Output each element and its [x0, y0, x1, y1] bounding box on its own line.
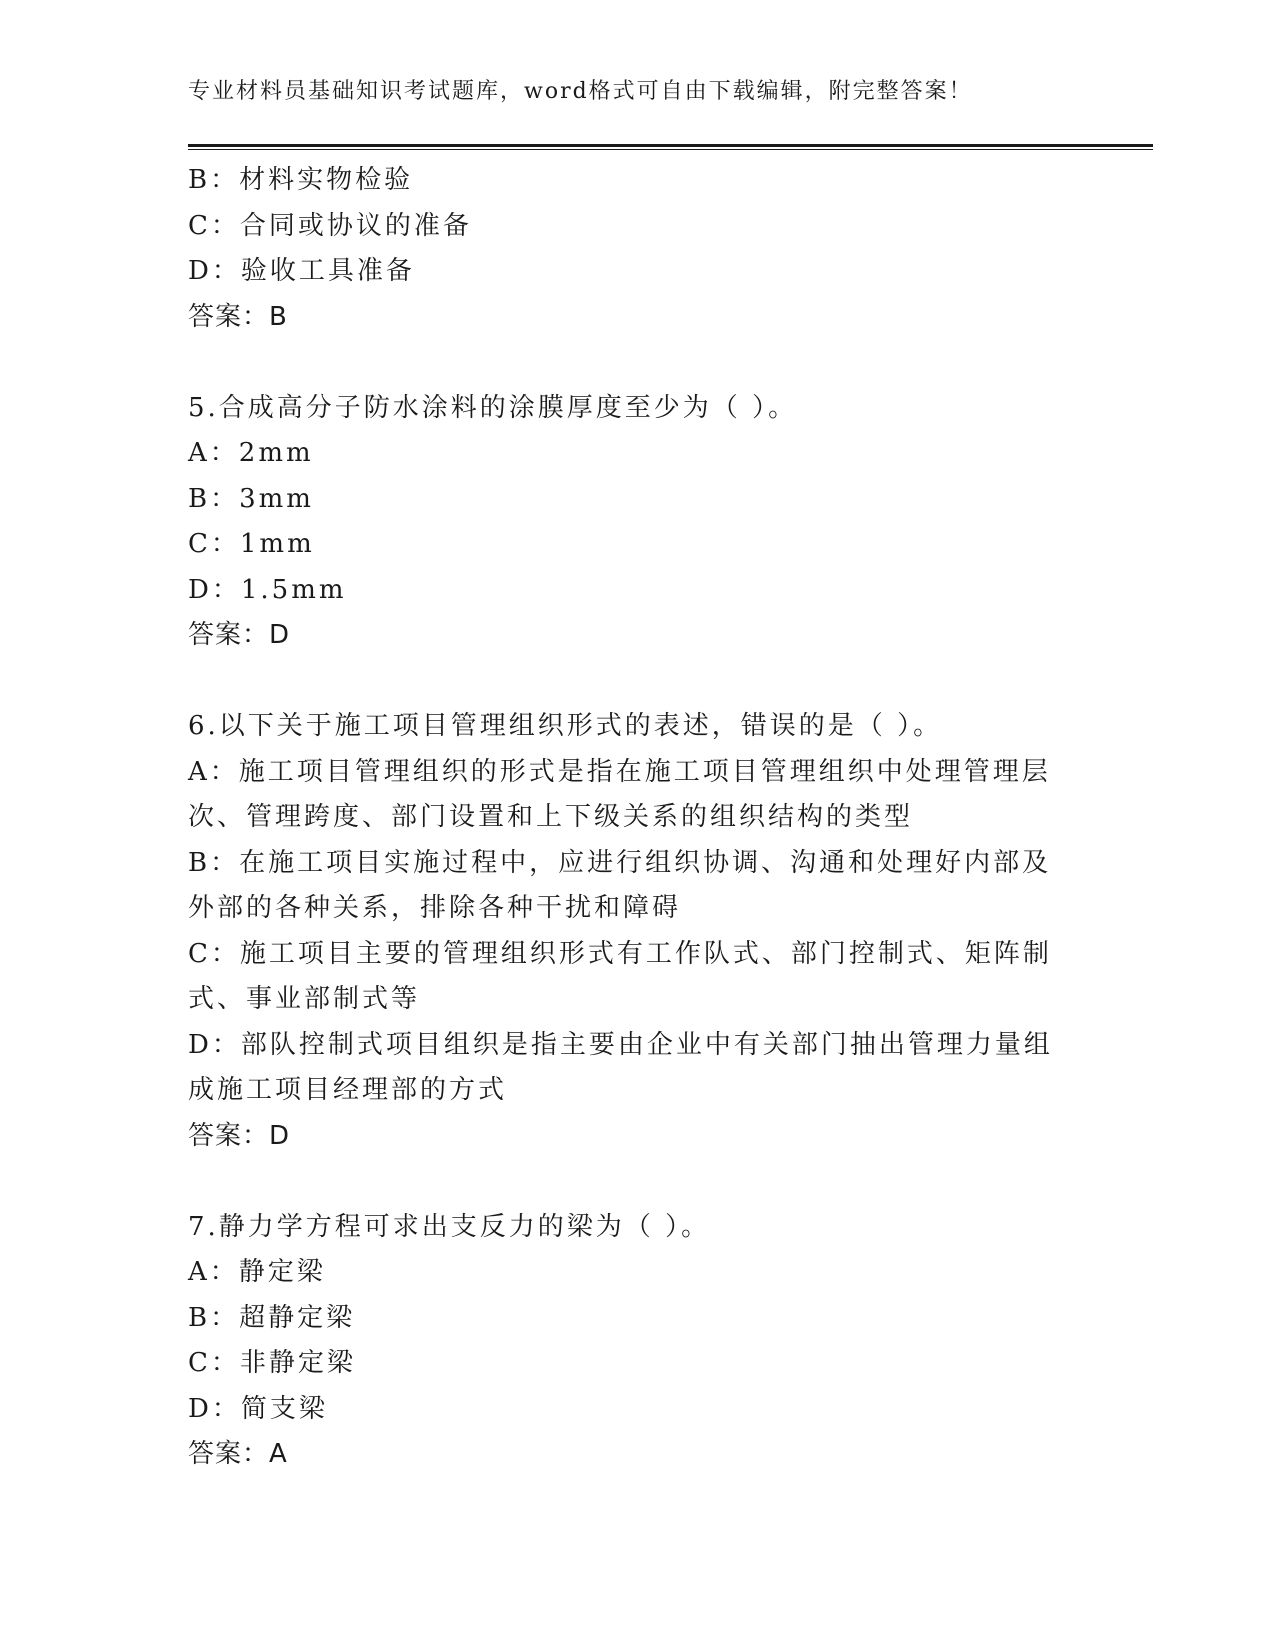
option-c-prev: C：合同或协议的准备	[188, 210, 472, 241]
q7-option-b: B：超静定梁	[188, 1302, 356, 1333]
header-rule-thick	[188, 144, 1153, 147]
q5-answer: 答案：D	[188, 620, 291, 650]
q5-option-b: B：3mm	[188, 483, 314, 514]
question-content	[188, 158, 1078, 1478]
q6-option-d: D：部队控制式项目组织是指主要由企业中有关部门抽出管理力量组成施工项目经理部的方式	[188, 1029, 1053, 1105]
answer-prev: 答案：B	[188, 301, 288, 332]
page-header: 专业材料员基础知识考试题库，word格式可自由下载编辑，附完整答案！	[188, 79, 973, 104]
q5-option-c: C：1mm	[188, 529, 315, 559]
header-rule-thin	[188, 149, 1153, 150]
q6-option-b: B：在施工项目实施过程中，应进行组织协调、沟通和处理好内部及外部的各种关系，排除各种干扰和障碍	[188, 847, 1052, 923]
q5-option-d: D：1.5mm	[188, 574, 347, 605]
question-5: 5.合成高分子防水涂料的涂膜厚度至少为（ ）。	[188, 392, 798, 423]
spacer	[188, 659, 1078, 705]
q7-answer: 答案：A	[188, 1439, 288, 1469]
question-6: 6.以下关于施工项目管理组织形式的表述，错误的是（ ）。	[188, 711, 943, 741]
q5-option-a: A：2mm	[188, 438, 314, 468]
q6-option-c: C：施工项目主要的管理组织形式有工作队式、部门控制式、矩阵制式、事业部制式等	[188, 938, 1052, 1014]
spacer	[188, 1159, 1078, 1205]
option-b-prev: B：材料实物检验	[188, 165, 414, 195]
q6-answer: 答案：D	[188, 1120, 291, 1151]
q7-option-d: D：简支梁	[188, 1393, 328, 1424]
q7-option-c: C：非静定梁	[188, 1348, 356, 1378]
spacer	[188, 340, 1078, 386]
q6-option-a: A：施工项目管理组织的形式是指在施工项目管理组织中处理管理层次、管理跨度、部门设置和上下级关系的组织结构的类型	[188, 756, 1051, 832]
question-7: 7.静力学方程可求出支反力的梁为（ ）。	[188, 1211, 711, 1242]
q7-option-a: A：静定梁	[188, 1257, 326, 1287]
option-d-prev: D：验收工具准备	[188, 256, 415, 286]
